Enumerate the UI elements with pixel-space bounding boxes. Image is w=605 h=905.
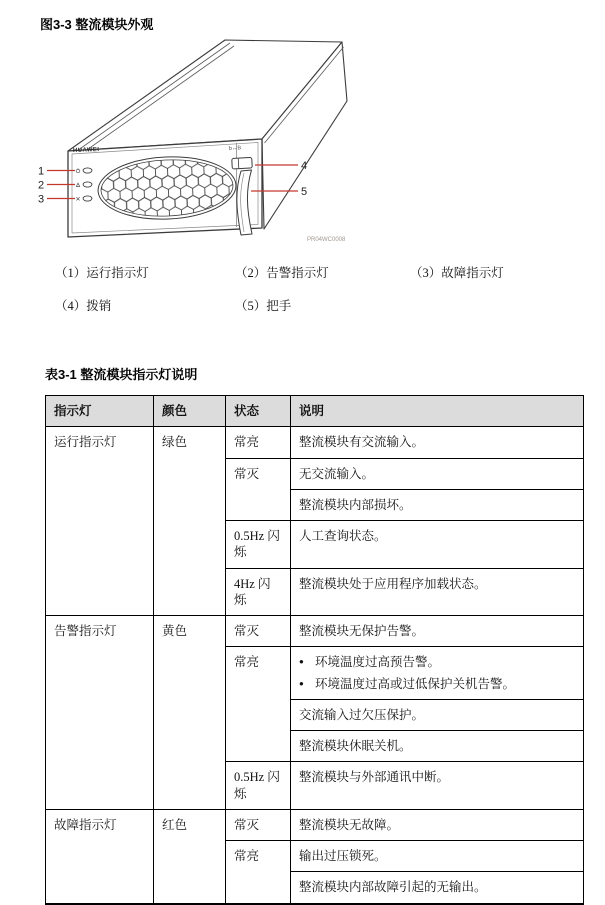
caption-item-2: （2）告警指示灯 — [235, 266, 329, 280]
callout-number-5: 5 — [301, 186, 308, 198]
description-cell: 整流模块无故障。 — [291, 809, 584, 840]
description-cell: 整流模块有交流输入。 — [291, 427, 584, 458]
header-color: 颜色 — [154, 396, 226, 427]
caption-item-1: （1）运行指示灯 — [55, 266, 149, 280]
header-indicator: 指示灯 — [46, 396, 154, 427]
header-state: 状态 — [226, 396, 291, 427]
state-cell: 常灭 — [226, 809, 291, 840]
state-cell: 常亮 — [226, 647, 291, 762]
state-cell: 常灭 — [226, 458, 291, 521]
state-cell: 0.5Hz 闪烁 — [226, 521, 291, 569]
state-cell: 0.5Hz 闪烁 — [226, 762, 291, 810]
table-title: 表3-1 整流模块指示灯说明 — [45, 367, 198, 382]
indicator-cell: 运行指示灯 — [46, 427, 154, 616]
table-row — [46, 809, 584, 840]
bullet-text: 环境温度过高预告警。 — [315, 655, 441, 670]
description-cell: 无交流输入。 — [291, 458, 584, 489]
bullet-icon: ● — [299, 678, 304, 688]
bullet-icon: ● — [299, 657, 304, 667]
caption-item-4: （4）拨销 — [55, 299, 112, 313]
indicator-cell: 告警指示灯 — [46, 616, 154, 810]
figure-title: 图3-3 整流模块外观 — [40, 17, 154, 32]
color-cell: 绿色 — [154, 427, 226, 616]
description-cell: 整流模块休眠关机。 — [291, 731, 584, 762]
description-cell: 输出过压锁死。 — [291, 841, 584, 872]
module-figure — [35, 39, 375, 251]
module-drawing — [35, 39, 365, 251]
state-cell: 常亮 — [226, 427, 291, 458]
header-description: 说明 — [291, 396, 584, 427]
bullet-text: 环境温度过高或过低保护关机告警。 — [315, 676, 516, 691]
module-swap-icon: b↔B — [228, 145, 242, 152]
alarm-led — [83, 182, 92, 187]
color-cell: 红色 — [154, 809, 226, 903]
description-cell: 整流模块无保护告警。 — [291, 616, 584, 647]
table-header-row — [46, 396, 584, 427]
watermark-text: PR04WC0008 — [307, 237, 346, 243]
state-cell: 常亮 — [226, 841, 291, 904]
state-cell: 4Hz 闪烁 — [226, 568, 291, 616]
description-cell: 人工查询状态。 — [291, 521, 584, 569]
callout-number-3: 3 — [38, 193, 45, 206]
indicator-table — [45, 395, 584, 905]
latch — [232, 157, 253, 169]
figure-captions — [55, 263, 575, 314]
description-cell: 整流模块内部故障引起的无输出。 — [291, 872, 584, 904]
callout-number-1: 1 — [38, 165, 45, 178]
brand-text: HUAWEI — [72, 147, 100, 154]
bullet-item — [299, 654, 575, 670]
run-led — [83, 168, 92, 173]
document-page — [0, 14, 605, 895]
description-cell: 整流模块内部损坏。 — [291, 489, 584, 520]
bullet-item — [299, 676, 575, 692]
description-cell: 交流输入过欠压保护。 — [291, 699, 584, 730]
callout-number-2: 2 — [38, 179, 45, 192]
description-cell: 整流模块处于应用程序加载状态。 — [291, 568, 584, 616]
table-row — [46, 616, 584, 647]
color-cell: 黄色 — [154, 616, 226, 810]
fault-led — [83, 196, 92, 201]
caption-item-5: （5）把手 — [235, 299, 292, 313]
callout-number-4: 4 — [301, 160, 308, 172]
caption-item-3: （3）故障指示灯 — [410, 266, 504, 280]
indicator-cell: 故障指示灯 — [46, 809, 154, 903]
description-cell: 整流模块与外部通讯中断。 — [291, 762, 584, 810]
state-cell: 常灭 — [226, 616, 291, 647]
description-cell — [291, 647, 584, 700]
table-row — [46, 427, 584, 458]
